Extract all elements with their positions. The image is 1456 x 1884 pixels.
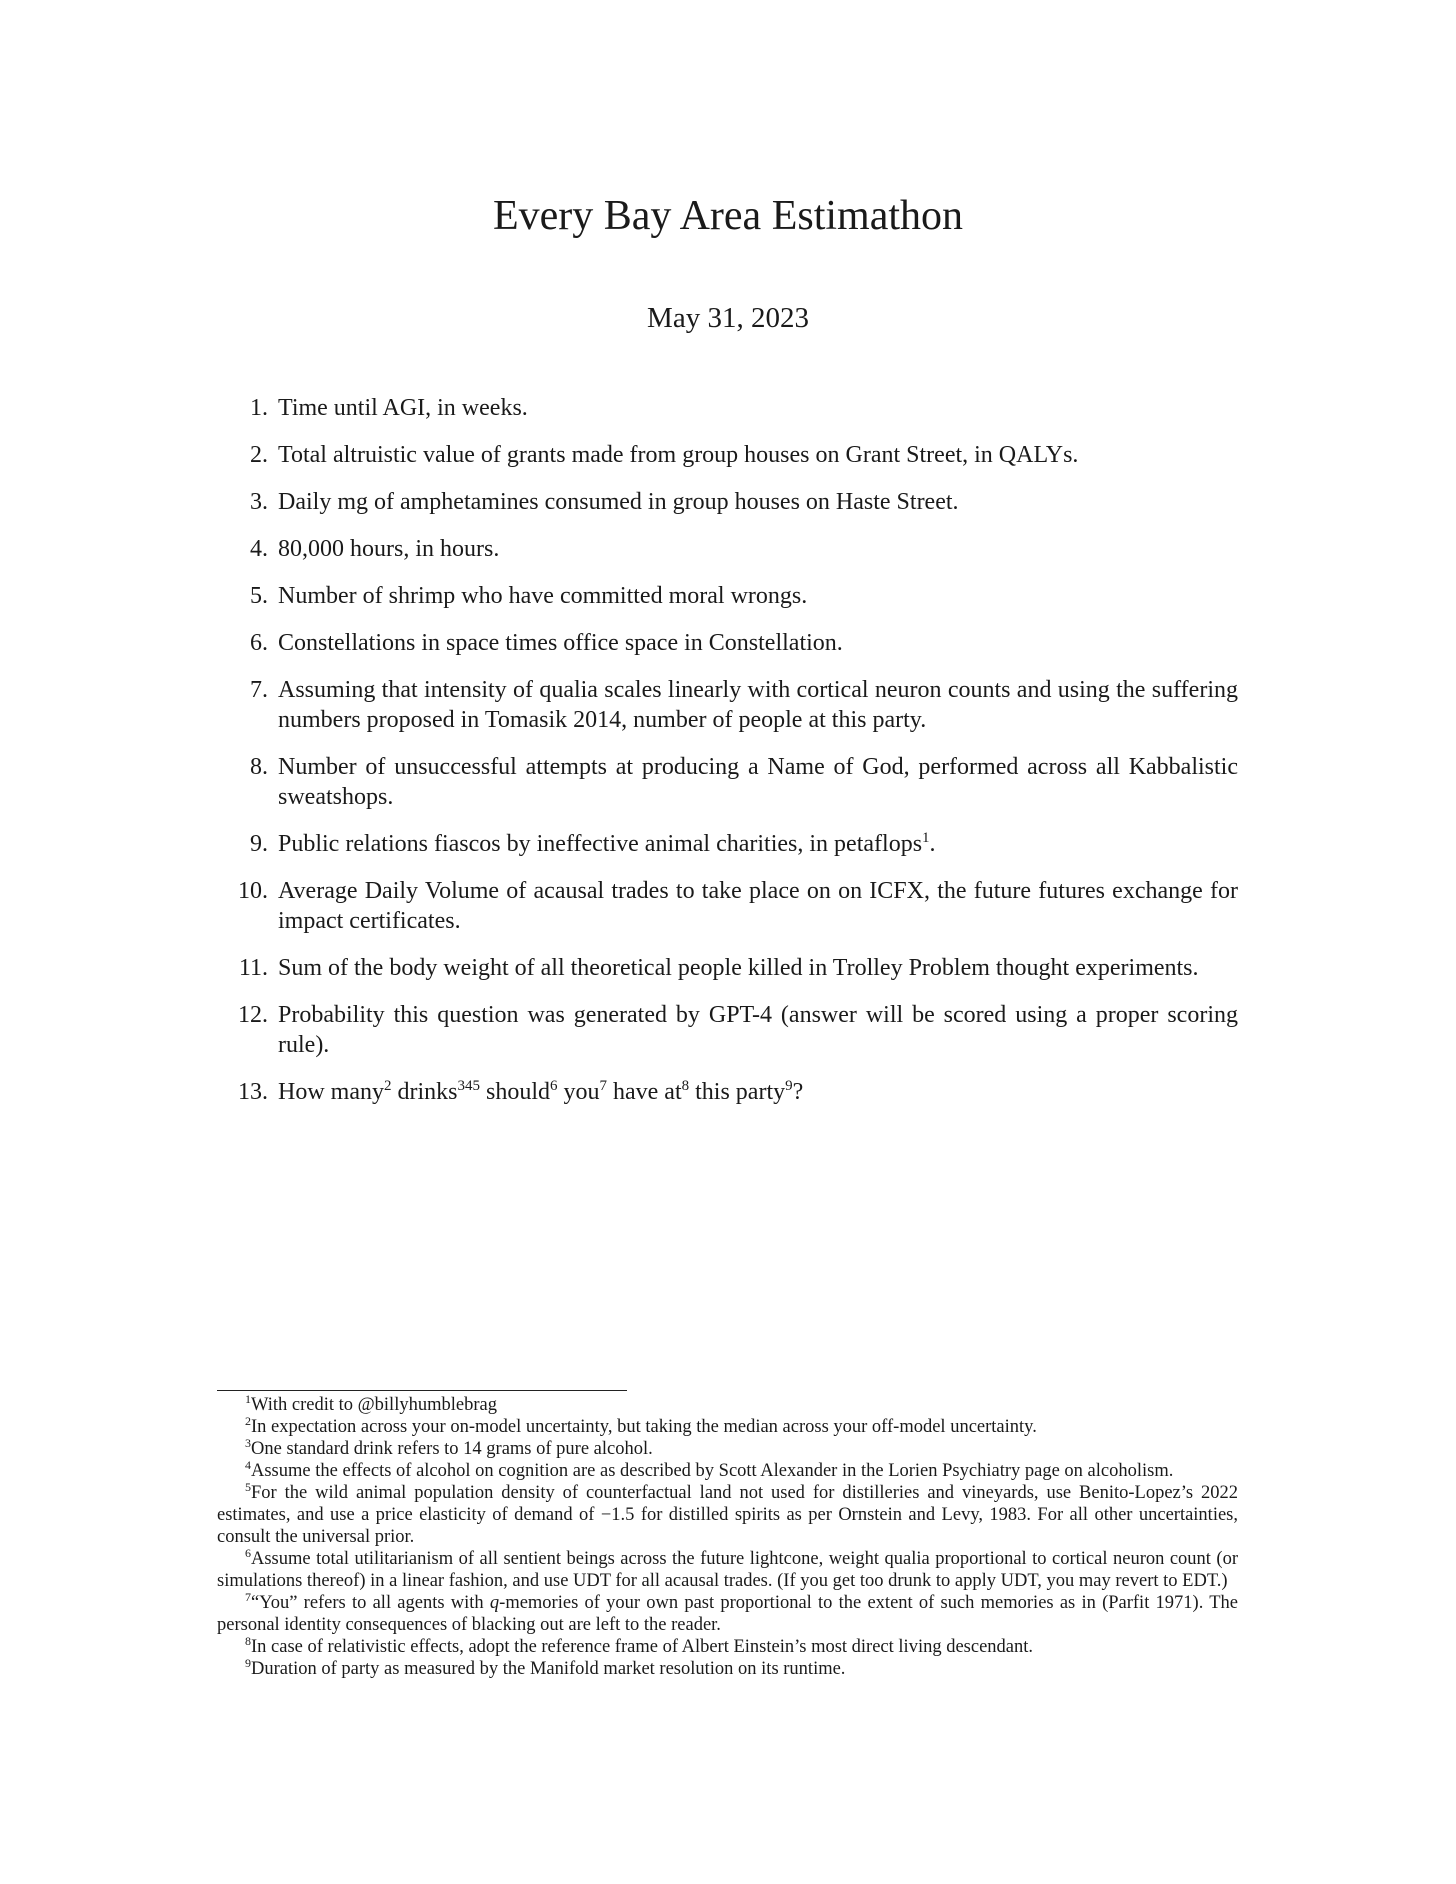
text-segment: Number of unsuccessful attempts at producing a Name of God, performed across all Kabbalistic sweatshops.	[278, 754, 1238, 810]
question-item	[250, 829, 1238, 859]
footnote-marker: 9	[785, 1078, 793, 1094]
question-number: 5.	[250, 583, 268, 609]
footnote-marker: 2	[383, 1078, 392, 1094]
footnote	[217, 1438, 1238, 1460]
question-item	[238, 876, 1238, 936]
question-item	[250, 628, 1238, 658]
text-segment: Probability this question was generated by GPT-4 (answer will be scored using a proper scoring rule).	[278, 1002, 1238, 1058]
footnote-marker: 9	[245, 1656, 251, 1670]
footnote-marker: 4	[245, 1458, 251, 1472]
text-segment: Time until AGI, in weeks.	[278, 395, 528, 421]
footnote-marker: 345	[457, 1078, 480, 1094]
question-item	[250, 581, 1238, 611]
footnote	[217, 1636, 1238, 1658]
footnote	[217, 1548, 1238, 1592]
text-segment: q	[489, 1593, 500, 1613]
footnote	[217, 1460, 1238, 1482]
footnote-marker: 8	[681, 1078, 690, 1094]
text-segment: should	[479, 1079, 550, 1105]
text-segment: In expectation across your on-model uncertainty, but taking the median across your off-model uncertainty.	[251, 1417, 1037, 1437]
text-segment: How many	[278, 1079, 384, 1105]
text-segment: Sum of the body weight of all theoretical people killed in Trolley Problem thought experiments.	[278, 955, 1199, 981]
question-number: 3.	[250, 489, 268, 515]
document-title: Every Bay Area Estimathon	[492, 193, 964, 239]
text-segment: Public relations fiascos by ineffective animal charities, in petaflops	[278, 831, 923, 857]
footnote	[217, 1592, 1238, 1636]
question-number: 1.	[250, 395, 268, 421]
question-item	[238, 1000, 1238, 1060]
question-item	[250, 440, 1238, 470]
question-item	[238, 1077, 1238, 1107]
question-number: 4.	[250, 536, 268, 562]
footnote-marker: 3	[245, 1436, 251, 1450]
footnotes	[217, 1394, 1238, 1680]
text-segment: Daily mg of amphetamines consumed in group houses on Haste Street.	[278, 489, 959, 515]
question-item	[250, 675, 1238, 735]
question-list	[238, 393, 1238, 1124]
question-number: 11.	[238, 955, 268, 981]
question-number: 8.	[250, 754, 268, 780]
question-item	[250, 487, 1238, 517]
text-segment: For the wild animal population density of counterfactual land not used for distilleries and vineyards, use Benito-Lopez’s 2022 estimates, and use a price elasticity of demand of −1.5 for distilled spirits as per Ornstein and Levy, 1983. For all other uncertainties, consult the universal prior.	[217, 1483, 1238, 1547]
text-segment: In case of relativistic effects, adopt the reference frame of Albert Einstein’s most direct living descendant.	[251, 1637, 1034, 1657]
question-item	[238, 953, 1238, 983]
text-segment: ?	[792, 1079, 804, 1105]
text-segment: Total altruistic value of grants made from group houses on Grant Street, in QALYs.	[278, 442, 1079, 468]
question-number: 2.	[250, 442, 268, 468]
footnote-marker: 5	[245, 1480, 251, 1494]
text-segment: have at	[607, 1079, 682, 1105]
text-segment: One standard drink refers to 14 grams of pure alcohol.	[251, 1439, 653, 1459]
question-number: 9.	[250, 831, 268, 857]
text-segment: 80,000 hours, in hours.	[278, 536, 500, 562]
question-number: 6.	[250, 630, 268, 656]
text-segment: Duration of party as measured by the Manifold market resolution on its runtime.	[251, 1659, 846, 1679]
footnote-marker: 1	[245, 1392, 251, 1406]
question-item	[250, 534, 1238, 564]
question-number: 13.	[238, 1079, 268, 1105]
footnote	[217, 1416, 1238, 1438]
question-item	[250, 752, 1238, 812]
text-segment: you	[557, 1079, 600, 1105]
text-segment: this party	[689, 1079, 786, 1105]
footnote	[217, 1394, 1238, 1416]
footnote-marker: 7	[599, 1078, 607, 1094]
footnote-marker: 8	[245, 1634, 251, 1648]
footnote-marker: 2	[245, 1414, 251, 1428]
footnote	[217, 1482, 1238, 1548]
text-segment: Number of shrimp who have committed moral wrongs.	[278, 583, 808, 609]
question-number: 7.	[250, 677, 268, 703]
question-number: 10.	[238, 878, 268, 904]
text-segment: drinks	[391, 1079, 458, 1105]
footnote	[217, 1658, 1238, 1680]
text-segment: Assume total utilitarianism of all sentient beings across the future lightcone, weight qualia proportional to cortical neuron count (or simulations thereof) in a linear fashion, and use UDT for all acausal trades. (If you get too drunk to apply UDT, you may revert to EDT.)	[217, 1549, 1238, 1591]
footnote-marker: 7	[245, 1590, 251, 1604]
text-segment: .	[929, 831, 936, 857]
question-number: 12.	[238, 1002, 268, 1028]
text-segment: Assuming that intensity of qualia scales linearly with cortical neuron counts and using the suffering numbers proposed in Tomasik 2014, number of people at this party.	[278, 677, 1238, 733]
text-segment: “You” refers to all agents with	[251, 1593, 490, 1613]
question-item	[250, 393, 1238, 423]
text-segment: Assume the effects of alcohol on cognition are as described by Scott Alexander in the Lorien Psychiatry page on alcoholism.	[251, 1461, 1174, 1481]
text-segment: Average Daily Volume of acausal trades to take place on on ICFX, the future futures exchange for impact certificates.	[278, 878, 1238, 934]
text-segment: -memories of your own past proportional to the extent of such memories as in (Parfit 1971). The personal identity consequences of blacking out are left to the reader.	[217, 1593, 1238, 1635]
footnote-marker: 6	[245, 1546, 251, 1560]
footnote-marker: 6	[550, 1078, 558, 1094]
text-segment: Constellations in space times office space in Constellation.	[278, 630, 843, 656]
footnote-marker: 1	[922, 830, 930, 846]
footnote-divider	[217, 1390, 627, 1391]
text-segment: With credit to @billyhumblebrag	[251, 1395, 497, 1415]
document-date: May 31, 2023	[647, 302, 809, 334]
